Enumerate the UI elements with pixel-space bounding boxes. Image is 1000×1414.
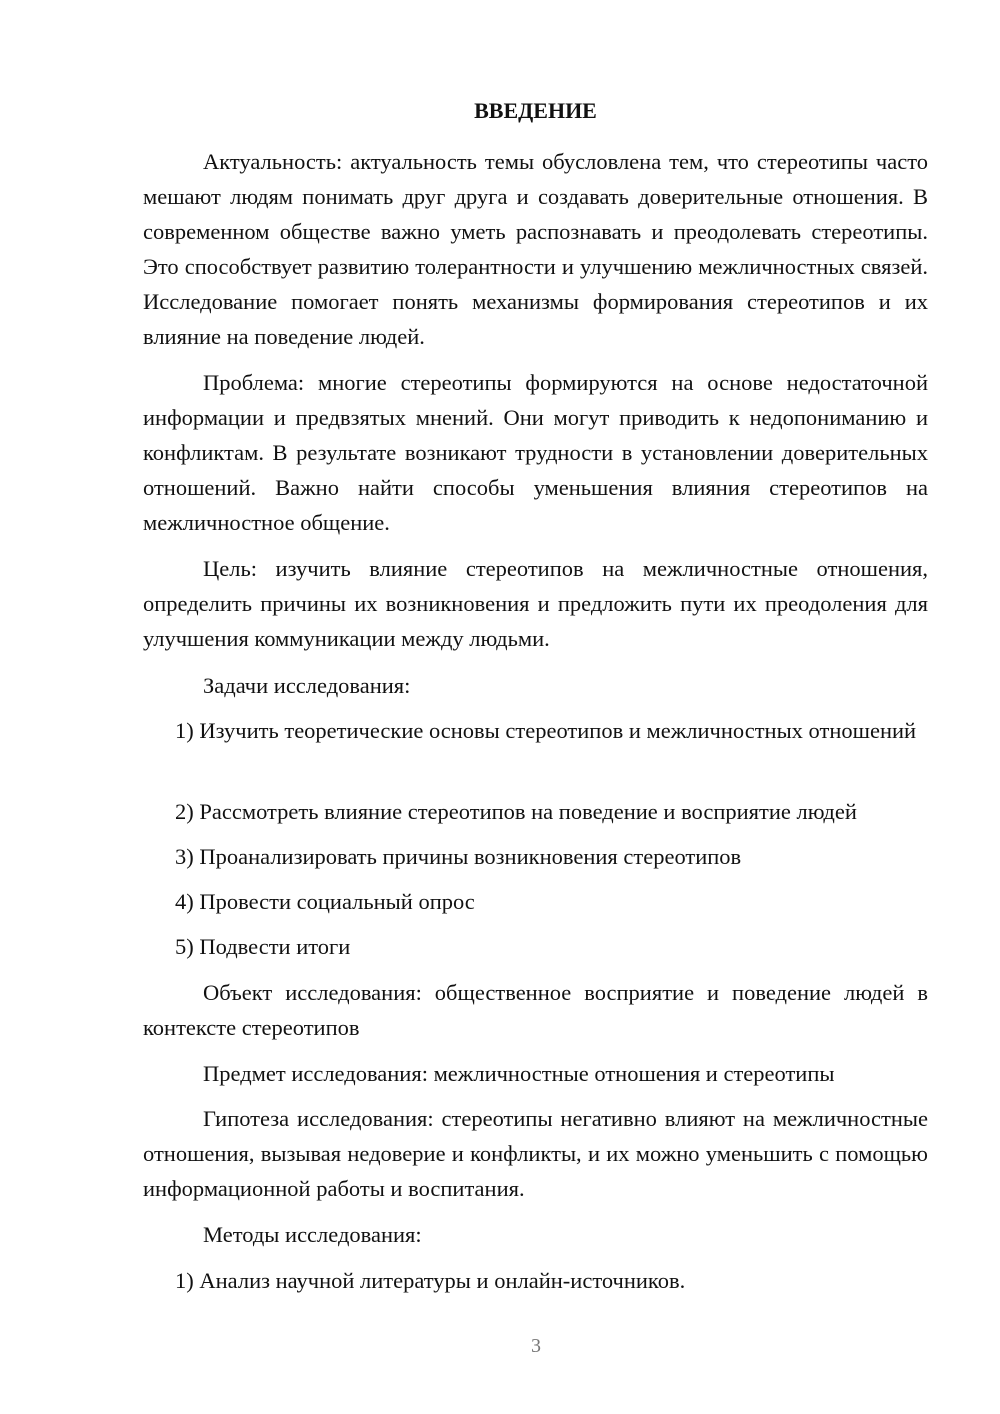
- page-number: 3: [531, 1335, 541, 1357]
- paragraph-relevance: Актуальность: актуальность темы обусловлена тем, что стереотипы часто мешают людям понимать друг друга и создавать доверительные отношения. В современном обществе важно уметь распознавать и преодолевать стереотипы. Это способствует развитию толерантности и улучшению межличностных связей. Исследование помогает понять механизмы формирования стереотипов и их влияние на поведение людей.: [143, 149, 928, 349]
- paragraph-methods-heading: Методы исследования:: [203, 1222, 422, 1247]
- paragraph-goal: Цель: изучить влияние стереотипов на межличностные отношения, определить причины их возникновения и предложить пути их преодоления для улучшения коммуникации между людьми.: [143, 556, 928, 651]
- list-item-task-1: 1) Изучить теоретические основы стереотипов и межличностных отношений: [175, 718, 917, 743]
- page-title: ВВЕДЕНИЕ: [474, 98, 597, 123]
- paragraph-subject: Предмет исследования: межличностные отношения и стереотипы: [203, 1061, 835, 1086]
- list-item-task-3: 3) Проанализировать причины возникновения стереотипов: [175, 844, 742, 869]
- list-item-method-1: 1) Анализ научной литературы и онлайн-источников.: [175, 1268, 686, 1293]
- list-item-task-5: 5) Подвести итоги: [175, 934, 351, 959]
- paragraph-problem: Проблема: многие стереотипы формируются на основе недостаточной информации и предвзятых мнений. Они могут приводить к недопониманию и конфликтам. В результате возникают трудности в установлении доверительных отношений. Важно найти способы уменьшения влияния стереотипов на межличностное общение.: [143, 370, 928, 535]
- list-item-task-2: 2) Рассмотреть влияние стереотипов на поведение и восприятие людей: [175, 799, 857, 824]
- paragraph-object: Объект исследования: общественное восприятие и поведение людей в контексте стереотипов: [143, 980, 928, 1040]
- paragraph-tasks-heading: Задачи исследования:: [203, 673, 411, 698]
- list-item-task-4: 4) Провести социальный опрос: [175, 889, 475, 914]
- paragraph-hypothesis: Гипотеза исследования: стереотипы негативно влияют на межличностные отношения, вызывая недоверие и конфликты, и их можно уменьшить с помощью информационной работы и воспитания.: [143, 1106, 928, 1201]
